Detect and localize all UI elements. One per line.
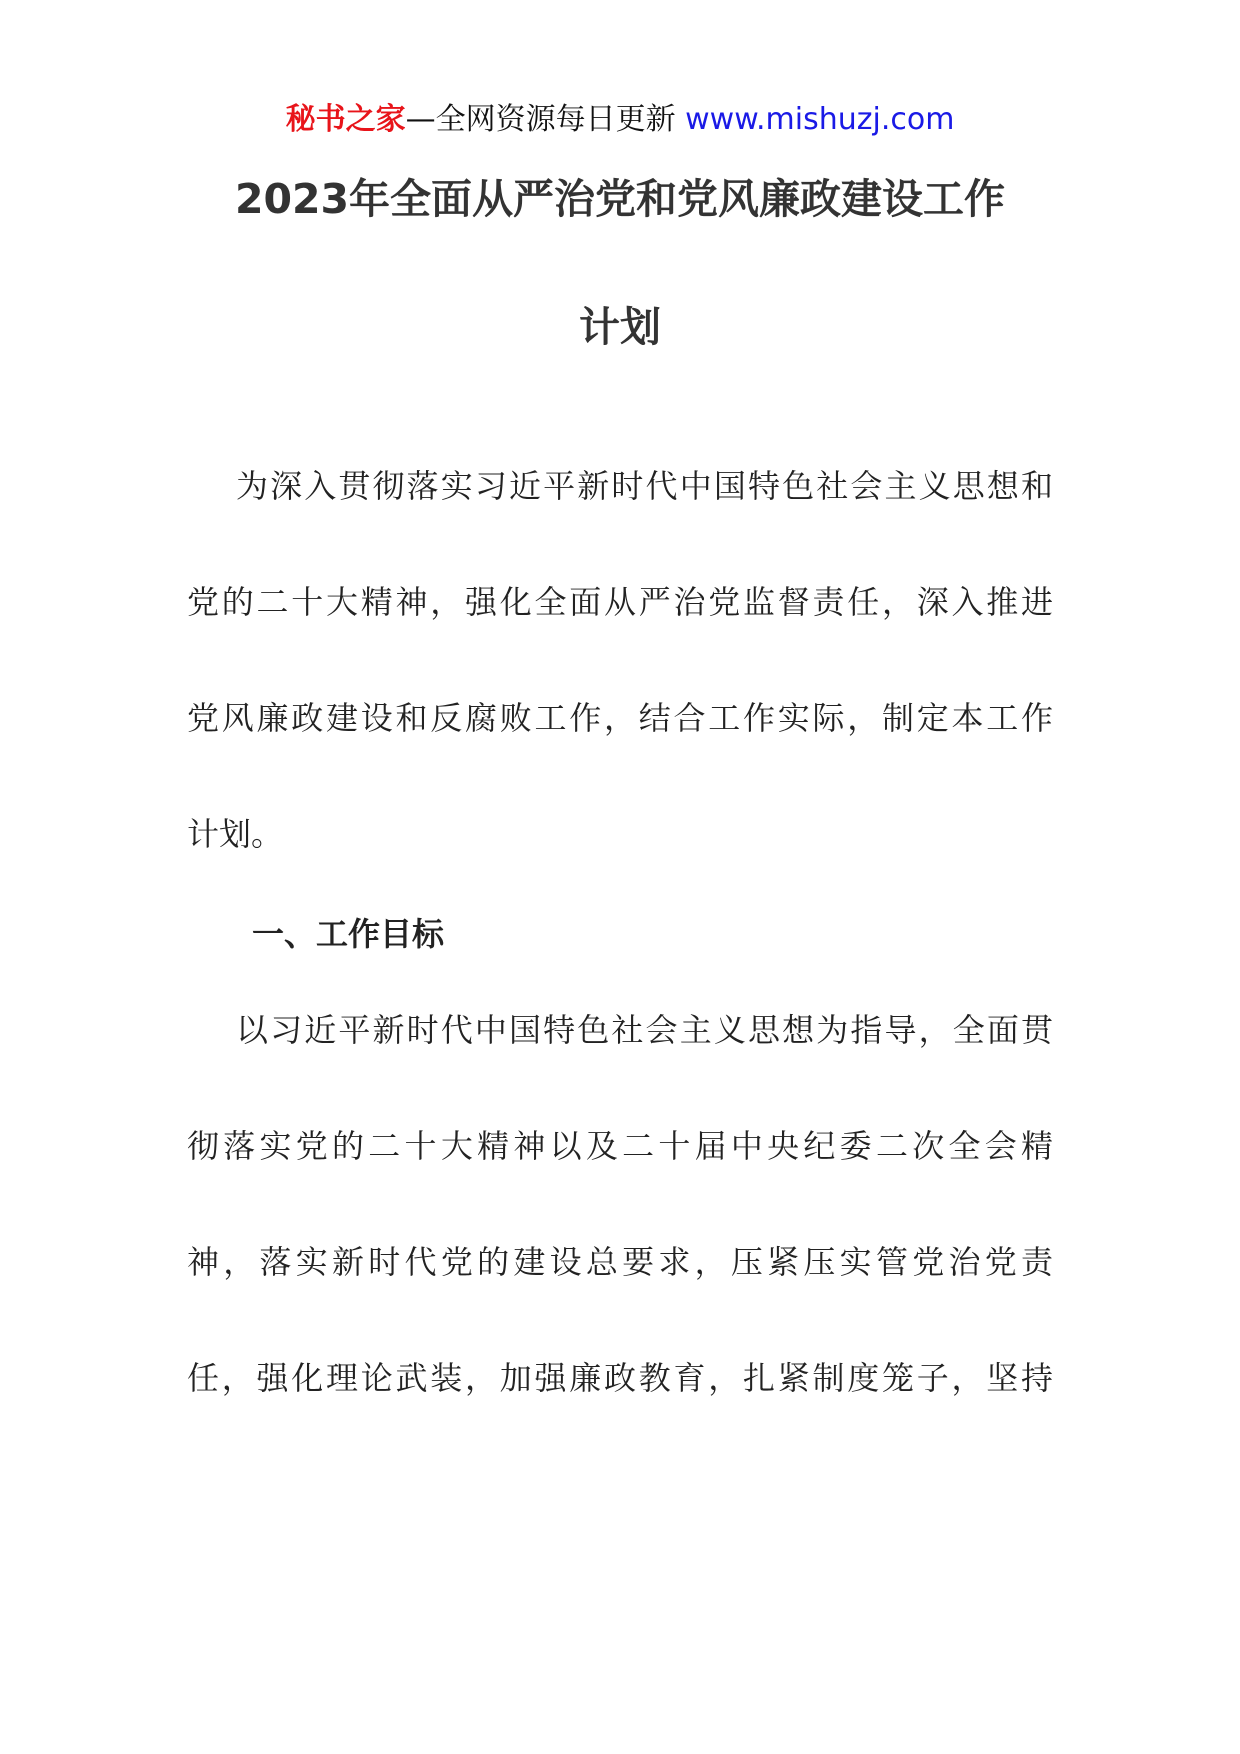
header-slogan: —全网资源每日更新 — [405, 102, 686, 137]
brand-name: 秘书之家 — [285, 102, 406, 137]
document-title-line-2: 计划 — [579, 303, 661, 351]
paragraph-1-line-4: 计划。 — [187, 815, 284, 853]
site-header — [0, 100, 1240, 140]
paragraph-1-line-1: 为深入贯彻落实习近平新时代中国特色社会主义思想和 — [236, 467, 1053, 505]
paragraph-2-line-4: 任，强化理论武装，加强廉政教育，扎紧制度笼子，坚持 — [187, 1359, 1053, 1397]
paragraph-2-line-1: 以习近平新时代中国特色社会主义思想为指导，全面贯 — [236, 1011, 1053, 1049]
paragraph-1-line-2: 党的二十大精神，强化全面从严治党监督责任，深入推进 — [187, 583, 1053, 621]
paragraph-2-line-2: 彻落实党的二十大精神以及二十届中央纪委二次全会精 — [187, 1127, 1053, 1165]
section-1-heading: 一、工作目标 — [252, 915, 445, 953]
paragraph-2-line-3: 神，落实新时代党的建设总要求，压紧压实管党治党责 — [187, 1243, 1053, 1281]
paragraph-1-line-3: 党风廉政建设和反腐败工作，结合工作实际，制定本工作 — [187, 699, 1053, 737]
site-url-link[interactable]: www.mishuzj.com — [685, 102, 955, 137]
document-title-line-1: 2023年全面从严治党和党风廉政建设工作 — [234, 175, 1006, 223]
